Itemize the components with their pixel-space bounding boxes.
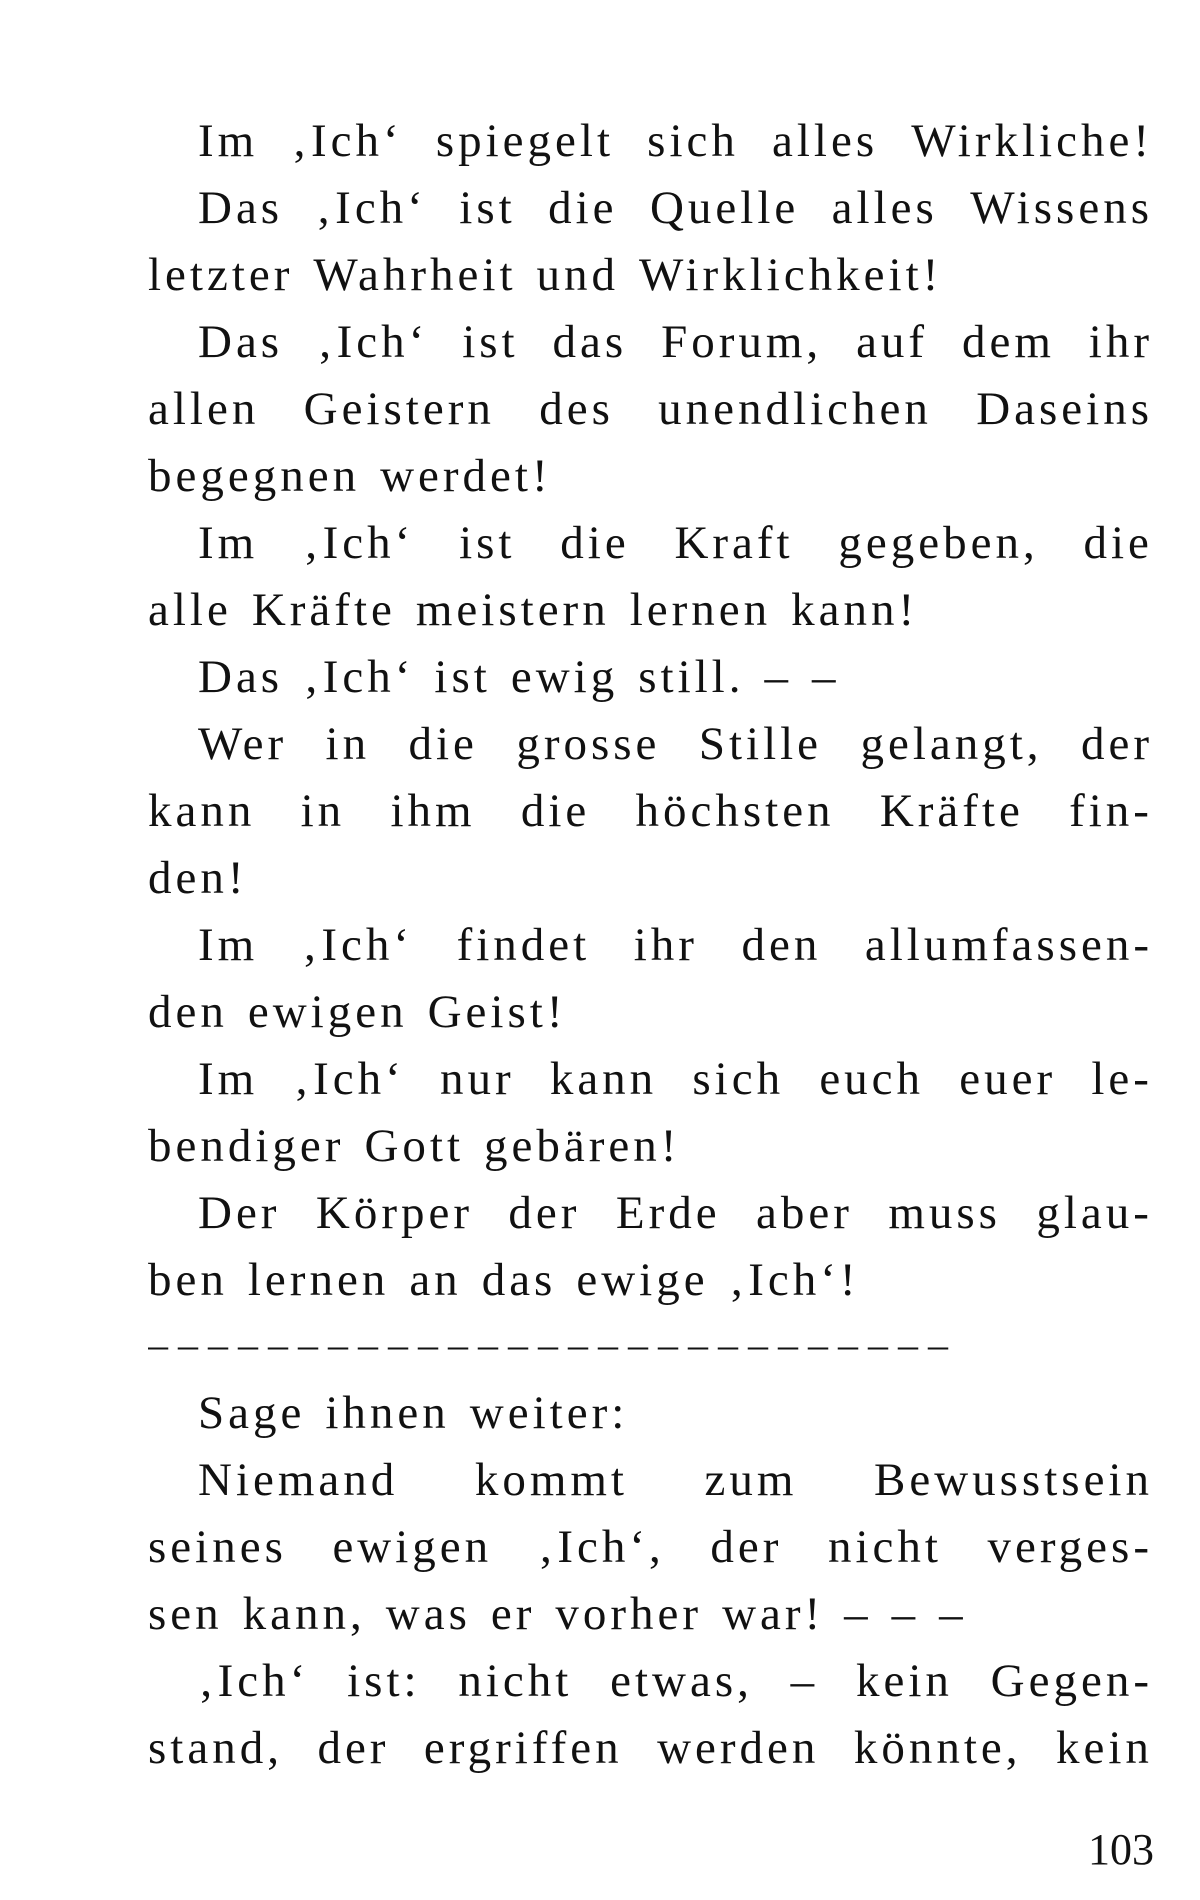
text-line (148, 443, 1153, 510)
text-line (148, 1046, 1153, 1113)
word: an (409, 1254, 462, 1306)
word: Erde (615, 1187, 721, 1239)
word: ‚Ich‘! (728, 1254, 860, 1306)
word: Das (198, 316, 284, 368)
text-line (148, 577, 1153, 644)
paragraphs-top (148, 108, 1153, 1314)
word: und (536, 249, 620, 301)
word: ‚Ich‘ (302, 517, 415, 569)
word: Im (198, 1053, 259, 1105)
word: was (385, 1588, 471, 1640)
word: Quelle (649, 182, 800, 234)
word: Wissens (970, 182, 1153, 234)
text-line (148, 309, 1153, 376)
word: Kräfte (879, 785, 1024, 837)
word: die (548, 182, 618, 234)
word: seines (148, 1521, 287, 1573)
word: könnte, (853, 1722, 1022, 1774)
text-line (148, 242, 1153, 309)
text-line (148, 1180, 1153, 1247)
word: kommt (474, 1454, 628, 1506)
word: Wirklichkeit! (639, 249, 943, 301)
word: verges- (987, 1521, 1153, 1573)
word: auf (856, 316, 929, 368)
page-number: 103 (1088, 1825, 1154, 1874)
text-line (148, 1447, 1153, 1514)
word: Im (198, 919, 259, 971)
word: der (508, 1187, 581, 1239)
word: werdet! (380, 450, 552, 502)
word: ihr (633, 919, 698, 971)
word: gelangt, (860, 718, 1043, 770)
word: der (1080, 718, 1153, 770)
text-line (148, 979, 1153, 1046)
word: meistern (415, 584, 610, 636)
word: höchsten (635, 785, 835, 837)
word: ‚Ich‘ (301, 919, 414, 971)
word: Forum, (661, 316, 823, 368)
word: des (539, 383, 614, 435)
word: – (812, 651, 840, 703)
word: Sage (198, 1387, 306, 1439)
word: ist (434, 651, 491, 703)
word: den! (148, 852, 248, 904)
word: lernen (629, 584, 772, 636)
word: etwas, (610, 1655, 753, 1707)
word: Geist! (427, 986, 567, 1038)
word: kann (148, 785, 256, 837)
word: die (408, 718, 478, 770)
word: – (790, 1655, 819, 1707)
word: aber (756, 1187, 853, 1239)
text-line (148, 1113, 1153, 1180)
word: Körper (315, 1187, 473, 1239)
word: alle (148, 584, 232, 636)
word: gegeben, (838, 517, 1039, 569)
word: ‚Ich‘ (198, 1655, 310, 1707)
word: sich (647, 115, 739, 167)
word: ‚Ich‘ (303, 651, 415, 703)
word: kein (855, 1655, 953, 1707)
text-line (148, 108, 1153, 175)
word: ist (462, 316, 519, 368)
text-line (148, 1715, 1153, 1782)
word: Im (198, 115, 259, 167)
word: ihnen (325, 1387, 450, 1439)
word: nicht (458, 1655, 573, 1707)
word: ben (148, 1254, 228, 1306)
paragraphs-bottom (148, 1380, 1153, 1782)
word: ewigen (332, 1521, 493, 1573)
word: der (710, 1521, 783, 1573)
word: Wer (198, 718, 288, 770)
word: die (560, 517, 630, 569)
word: ihr (1088, 316, 1153, 368)
word: Wirkliche! (911, 115, 1153, 167)
text-line (148, 376, 1153, 443)
word: den (741, 919, 822, 971)
word: Das (198, 651, 284, 703)
word: nur (439, 1053, 515, 1105)
text-line (148, 778, 1153, 845)
word: findet (456, 919, 591, 971)
word: kann (549, 1053, 658, 1105)
text-line (148, 711, 1153, 778)
word: kein (1056, 1722, 1153, 1774)
word: – (764, 651, 792, 703)
word: alles (831, 182, 938, 234)
word: kann, (242, 1588, 366, 1640)
word: gebären! (484, 1120, 681, 1172)
text-line (148, 1514, 1153, 1581)
word: – (844, 1588, 872, 1640)
text-line (148, 175, 1153, 242)
body-text (148, 108, 1153, 1782)
word: ist (459, 517, 516, 569)
word: euch (819, 1053, 925, 1105)
word: – (891, 1588, 920, 1640)
word: sich (692, 1053, 785, 1105)
text-line (148, 1247, 1153, 1314)
word: Kraft (674, 517, 794, 569)
separator-rule: – – – – – – – – – – – – – – – – – – – – – – – – – – – (148, 1326, 948, 1364)
word: Geistern (303, 383, 495, 435)
word: war! (722, 1588, 825, 1640)
word: ‚Ich‘, (537, 1521, 665, 1573)
word: Daseins (976, 383, 1153, 435)
word: in (325, 718, 371, 770)
word: Niemand (198, 1454, 399, 1506)
word: den (148, 986, 228, 1038)
word: – (939, 1588, 967, 1640)
text-line (148, 644, 1153, 711)
word: unendlichen (658, 383, 932, 435)
word: ihm (390, 785, 476, 837)
word: Gott (364, 1120, 464, 1172)
text-line (148, 1380, 1153, 1447)
word: allumfassen- (864, 919, 1153, 971)
word: fin- (1069, 785, 1153, 837)
text-line (148, 1581, 1153, 1648)
word: Bewusstsein (873, 1454, 1153, 1506)
word: Gegen- (990, 1655, 1153, 1707)
word: alles (772, 115, 879, 167)
word: ‚Ich‘ (291, 115, 403, 167)
word: Das (198, 182, 284, 234)
word: ist (459, 182, 516, 234)
word: das (552, 316, 628, 368)
word: still. (638, 651, 745, 703)
text-line (148, 845, 1153, 912)
word: werden (657, 1722, 820, 1774)
word: er (490, 1588, 536, 1640)
word: grosse (516, 718, 661, 770)
word: ‚Ich‘ (293, 1053, 405, 1105)
word: allen (148, 383, 260, 435)
word: Kräfte (251, 584, 396, 636)
word: spiegelt (435, 115, 615, 167)
word: ewigen (247, 986, 408, 1038)
text-line (148, 1648, 1153, 1715)
word: die (520, 785, 591, 837)
word: glau- (1036, 1187, 1153, 1239)
word: Im (198, 517, 259, 569)
word: zum (704, 1454, 798, 1506)
word: ergriffen (423, 1722, 623, 1774)
word: Wahrheit (313, 249, 517, 301)
word: sen (148, 1588, 223, 1640)
word: bendiger (148, 1120, 345, 1172)
word: kann! (791, 584, 919, 636)
word: muss (888, 1187, 1001, 1239)
word: letzter (148, 249, 294, 301)
word: lernen (247, 1254, 390, 1306)
word: ewig (510, 651, 619, 703)
word: der (317, 1722, 390, 1774)
text-line (148, 912, 1153, 979)
word: die (1083, 517, 1153, 569)
word: dem (961, 316, 1055, 368)
word: stand, (148, 1722, 283, 1774)
word: ewige (576, 1254, 709, 1306)
word: euer (959, 1053, 1057, 1105)
word: ‚Ich‘ (316, 316, 429, 368)
word: Der (198, 1187, 281, 1239)
word: le- (1091, 1053, 1153, 1105)
word: weiter: (469, 1387, 629, 1439)
word: vorher (555, 1588, 703, 1640)
word: nicht (827, 1521, 942, 1573)
word: begegnen (148, 450, 361, 502)
text-line (148, 510, 1153, 577)
word: ist: (347, 1655, 421, 1707)
word: in (300, 785, 346, 837)
word: das (481, 1254, 557, 1306)
word: Stille (698, 718, 823, 770)
word: ‚Ich‘ (315, 182, 427, 234)
